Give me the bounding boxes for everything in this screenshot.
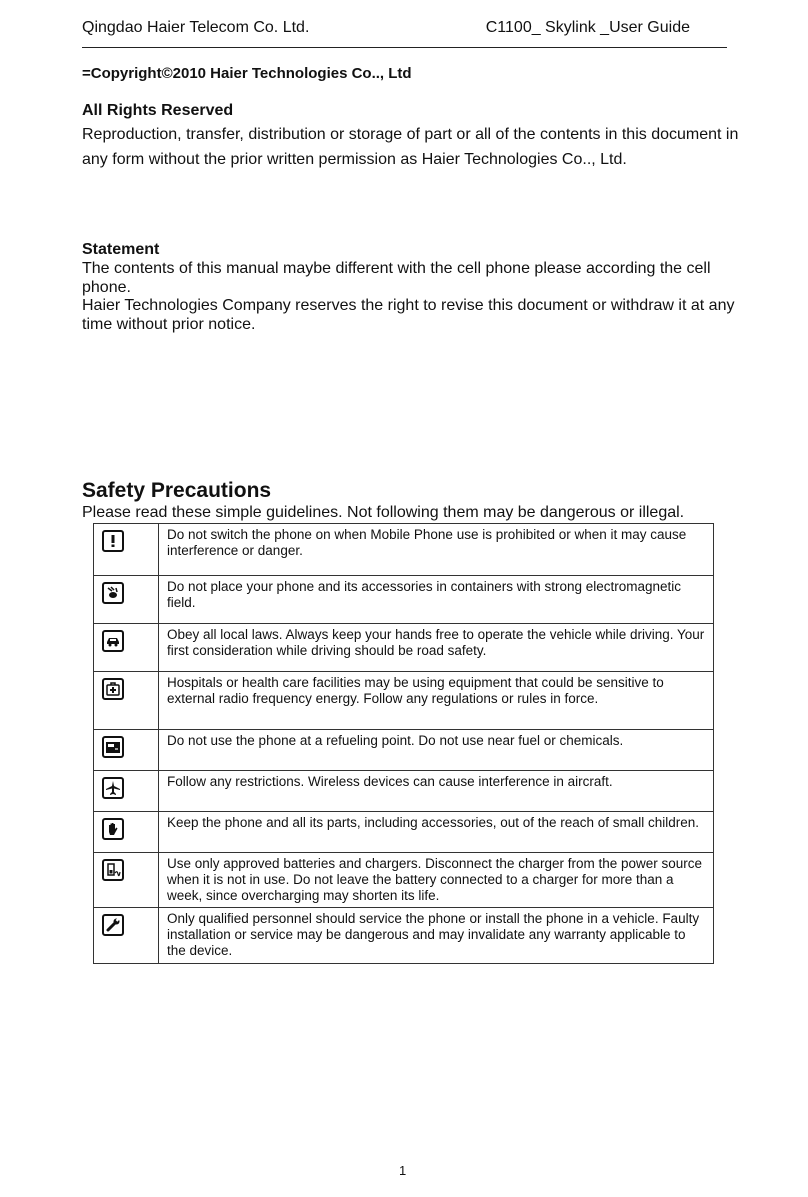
safety-title: Safety Precautions [82, 479, 272, 502]
exclamation-icon [102, 530, 124, 552]
safety-text: Use only approved batteries and chargers. Disconnect the charger from the power source when it is not in use. Do not leave the battery connected to a charger for more than a week, since overcharging may shorten its life. [159, 853, 714, 908]
safety-text: Do not switch the phone on when Mobile Phone use is prohibited or when it may cause interference or danger. [159, 524, 714, 576]
safety-intro: Please read these simple guidelines. Not following them may be dangerous or illegal. [82, 504, 685, 521]
safety-row [94, 908, 714, 964]
safety-row [94, 771, 714, 812]
hand-icon [102, 818, 124, 840]
car-icon [102, 630, 124, 652]
safety-row [94, 624, 714, 672]
battery-charger-icon [102, 859, 124, 881]
safety-text: Do not use the phone at a refueling point. Do not use near fuel or chemicals. [159, 730, 714, 771]
safety-row [94, 672, 714, 730]
page-number: 1 [399, 1163, 407, 1178]
statement-body [82, 260, 742, 334]
safety-text: Obey all local laws. Always keep your hands free to operate the vehicle while driving. Your first consideration while driving should be road safety. [159, 624, 714, 672]
safety-row [94, 853, 714, 908]
rights-body: Reproduction, transfer, distribution or storage of part or all of the contents in this document in any form without the prior written permission as Haier Technologies Co.., Ltd. [82, 126, 739, 168]
safety-row [94, 524, 714, 576]
statement-paragraph-2: Haier Technologies Company reserves the right to revise this document or withdraw it at any time without prior notice. [82, 297, 735, 333]
safety-text: Do not place your phone and its accessories in containers with strong electromagnetic field. [159, 576, 714, 624]
medical-icon [102, 678, 124, 700]
copyright-line: =Copyright©2010 Haier Technologies Co.., Ltd [82, 65, 412, 82]
electromagnetic-icon [102, 582, 124, 604]
safety-text: Hospitals or health care facilities may be using equipment that could be sensitive to external radio frequency energy. Follow any regulations or rules in force. [159, 672, 714, 730]
fuel-icon [102, 736, 124, 758]
header-guide-title: C1100_ Skylink _User Guide [485, 19, 690, 36]
statement-title: Statement [82, 241, 160, 258]
safety-text: Keep the phone and all its parts, including accessories, out of the reach of small children. [159, 812, 714, 853]
statement-paragraph-1: The contents of this manual maybe different with the cell phone please according the cell phone. [82, 260, 711, 296]
safety-row [94, 812, 714, 853]
page-header [82, 18, 727, 48]
safety-row [94, 730, 714, 771]
header-company: Qingdao Haier Telecom Co. Ltd. [82, 19, 310, 36]
safety-text: Only qualified personnel should service the phone or install the phone in a vehicle. Faulty installation or service may be dangerous and may invalidate any warranty applicable to the device. [159, 908, 714, 964]
safety-text: Follow any restrictions. Wireless devices can cause interference in aircraft. [159, 771, 714, 812]
airplane-icon [102, 777, 124, 799]
safety-table [93, 523, 714, 964]
safety-row [94, 576, 714, 624]
wrench-icon [102, 914, 124, 936]
rights-title: All Rights Reserved [82, 102, 234, 119]
